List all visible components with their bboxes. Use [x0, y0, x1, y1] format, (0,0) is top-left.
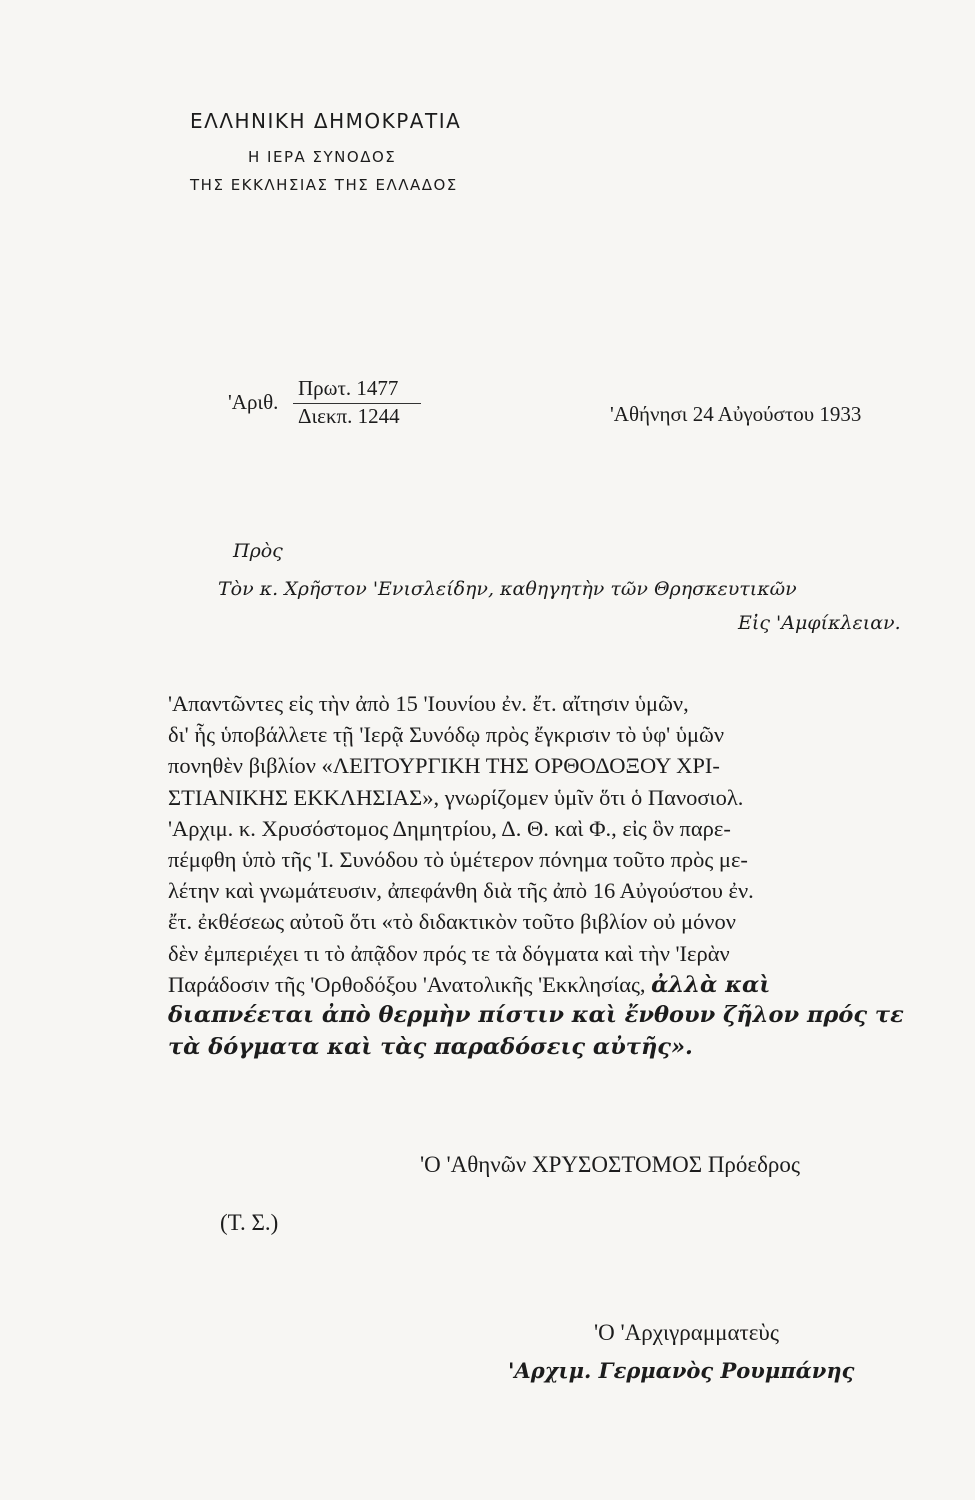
letter-body	[168, 688, 928, 1062]
body-line: λέτην καὶ γνωμάτευσιν, ἀπεφάνθη διὰ τῆς ἀπὸ 16 Αὐγούστου ἐν.	[168, 878, 754, 904]
header-church: ΤΗΣ ΕΚΚΛΗΣΙΑΣ ΤΗΣ ΕΛΛΑΔΟΣ	[190, 176, 458, 194]
protocol-number: Πρωτ. 1477	[298, 376, 399, 400]
address-recipient: Τὸν κ. Χρῆστον 'Ενισλείδην, καθηγητὴν τῶν Θρησκευτικῶν	[218, 578, 797, 600]
body-line-text: Παράδοσιν τῆς 'Ορθοδόξου 'Ανατολικῆς 'Εκκλησίας,	[168, 971, 646, 997]
body-line: πέμφθη ὑπὸ τῆς 'Ι. Συνόδου τὸ ὑμέτερον πόνημα τοῦτο πρὸς με-	[168, 846, 748, 872]
body-line: 'Απαντῶντες εἰς τὴν ἀπὸ 15 'Ιουνίου ἐν. ἔτ. αἴτησιν ὑμῶν,	[168, 691, 689, 716]
body-line-emphasis: διαπνέεται ἀπὸ θερμὴν πίστιν καὶ ἔνθουν ζῆλον πρός τε	[168, 1001, 904, 1028]
body-emphasis: τὰ δόγματα καὶ τὰς παραδόσεις αὐτῆς».	[168, 1034, 693, 1061]
body-line: πονηθὲν βιβλίον «ΛΕΙΤΟΥΡΓΙΚΗ ΤΗΣ ΟΡΘΟΔΟΞΟΥ ΧΡΙ-	[168, 753, 720, 779]
body-line-with-emphasis	[168, 969, 928, 1000]
body-line: δὲν ἐμπεριέχει τι τὸ ἀπᾷδον πρός τε τὰ δόγματα καὶ τὴν 'Ιερὰν	[168, 940, 730, 966]
address-location: Εἰς 'Αμφίκλειαν.	[738, 612, 901, 634]
address-to: Πρὸς	[233, 540, 283, 562]
seal-mark: (Τ. Σ.)	[220, 1210, 279, 1235]
secretary-title: 'Ο 'Αρχιγραμματεὺς	[594, 1320, 779, 1345]
header-synod: Η ΙΕΡΑ ΣΥΝΟΔΟΣ	[248, 148, 397, 166]
reference-number	[228, 376, 428, 436]
reference-label: 'Αριθ.	[228, 390, 279, 414]
dispatch-number: Διεκπ. 1244	[298, 404, 400, 428]
body-emphasis: ἀλλὰ καὶ	[651, 971, 771, 998]
letter-date: 'Αθήνησι 24 Αὐγούστου 1933	[610, 402, 862, 426]
secretary-name: 'Αρχιμ. Γερμανὸς Ρουμπάνης	[508, 1358, 855, 1383]
signatory-president: 'Ο 'Αθηνῶν ΧΡΥΣΟΣΤΟΜΟΣ Πρόεδρος	[420, 1152, 800, 1177]
body-line-emphasis	[168, 1031, 928, 1062]
body-line: ἔτ. ἐκθέσεως αὐτοῦ ὅτι «τὸ διδακτικὸν τοῦτο βιβλίον οὐ μόνον	[168, 909, 736, 935]
header-state: ΕΛΛΗΝΙΚΗ ΔΗΜΟΚΡΑΤΙΑ	[190, 109, 462, 133]
body-line: ΣΤΙΑΝΙΚΗΣ ΕΚΚΛΗΣΙΑΣ», γνωρίζομεν ὑμῖν ὅτι ὁ Πανοσιολ.	[168, 784, 744, 810]
body-line: δι' ἧς ὑποβάλλετε τῇ 'Ιερᾷ Συνόδῳ πρὸς ἔγκρισιν τὸ ὑφ' ὑμῶν	[168, 722, 725, 748]
body-line: 'Αρχιμ. κ. Χρυσόστομος Δημητρίου, Δ. Θ. καὶ Φ., εἰς ὃν παρε-	[168, 815, 731, 841]
